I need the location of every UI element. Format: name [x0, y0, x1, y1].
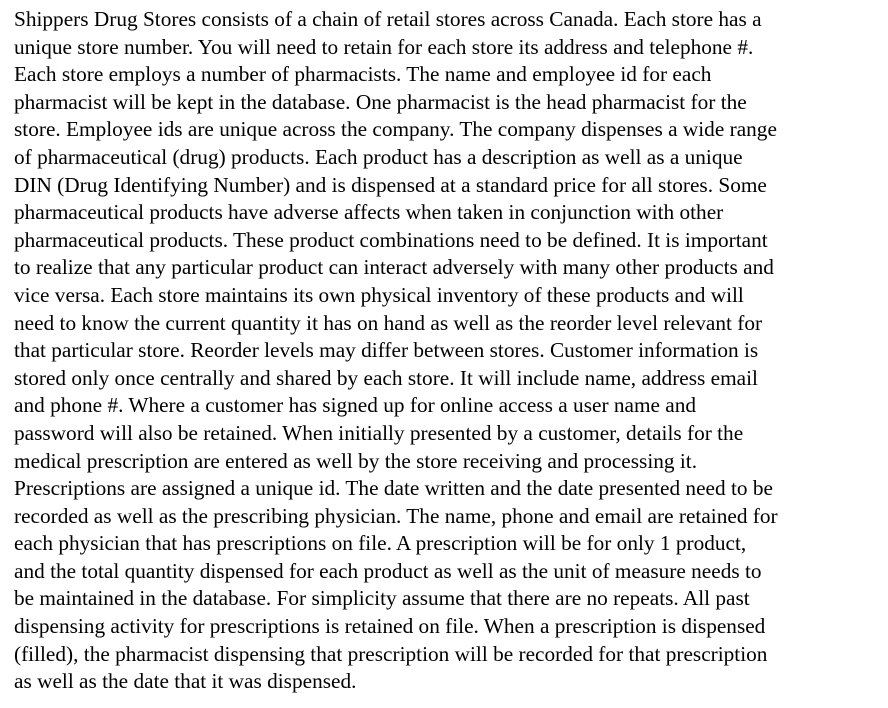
text-line: pharmaceutical products. These product combinations need to be defined. It is important: [14, 227, 768, 252]
text-line: vice versa. Each store maintains its own physical inventory of these products and will: [14, 282, 744, 307]
text-line: store. Employee ids are unique across the company. The company dispenses a wide range: [14, 117, 777, 142]
text-line: of pharmaceutical (drug) products. Each product has a description as well as a unique: [14, 144, 743, 169]
text-line: (filled), the pharmacist dispensing that prescription will be recorded for that prescription: [14, 641, 768, 666]
text-line: be maintained in the database. For simplicity assume that there are no repeats. All past: [14, 586, 750, 611]
text-line: unique store number. You will need to retain for each store its address and telephone #.: [14, 34, 754, 59]
text-line: recorded as well as the prescribing physician. The name, phone and email are retained for: [14, 503, 778, 528]
text-line: need to know the current quantity it has on hand as well as the reorder level relevant for: [14, 310, 763, 335]
text-line: DIN (Drug Identifying Number) and is dispensed at a standard price for all stores. Some: [14, 172, 767, 197]
text-line: Shippers Drug Stores consists of a chain of retail stores across Canada. Each store has a: [14, 7, 762, 31]
text-line: password will also be retained. When initially presented by a customer, details for the: [14, 420, 744, 445]
text-line: that particular store. Reorder levels may differ between stores. Customer information is: [14, 338, 759, 363]
text-line: stored only once centrally and shared by each store. It will include name, address email: [14, 365, 758, 390]
text-line: and phone #. Where a customer has signed up for online access a user name and: [14, 393, 697, 418]
text-line: pharmacist will be kept in the database. One pharmacist is the head pharmacist for the: [14, 89, 747, 114]
text-line: pharmaceutical products have adverse affects when taken in conjunction with other: [14, 200, 724, 225]
case-description-paragraph: [14, 6, 880, 696]
text-line: Each store employs a number of pharmacists. The name and employee id for each: [14, 62, 712, 87]
text-line: Prescriptions are assigned a unique id. The date written and the date presented need to be: [14, 476, 773, 501]
text-line: dispensing activity for prescriptions is retained on file. When a prescription is dispensed: [14, 614, 766, 639]
text-line: as well as the date that it was dispensed.: [14, 669, 357, 694]
text-line: and the total quantity dispensed for each product as well as the unit of measure needs to: [14, 558, 762, 583]
text-line: each physician that has prescriptions on file. A prescription will be for only 1 product,: [14, 531, 747, 556]
text-line: to realize that any particular product can interact adversely with many other products and: [14, 255, 774, 280]
text-line: medical prescription are entered as well by the store receiving and processing it.: [14, 448, 698, 473]
